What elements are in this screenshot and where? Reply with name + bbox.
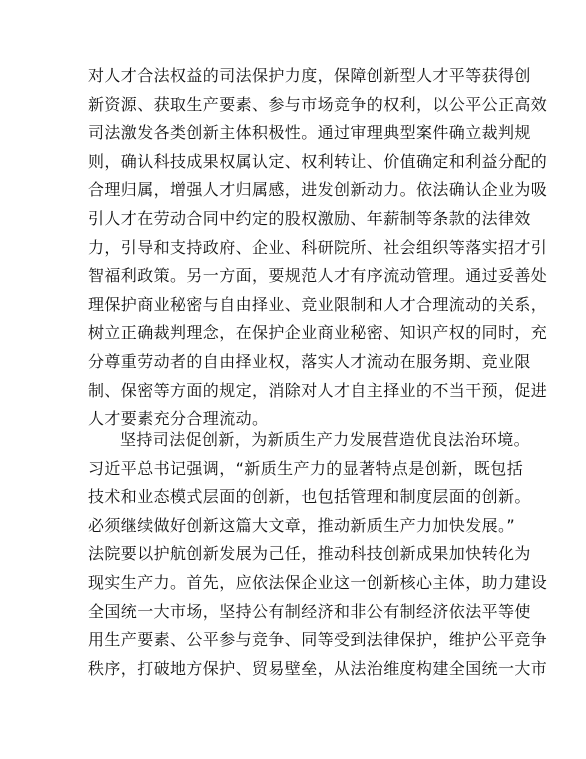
text-line: 力，引导和支持政府、企业、科研院所、社会组织等落实招才引 xyxy=(88,237,548,257)
text-line: 秩序，打破地方保护、贸易壁垒，从法治维度构建全国统一大市 xyxy=(88,658,548,678)
text-line: 引人才在劳动合同中约定的股权激励、年薪制等条款的法律效 xyxy=(88,208,531,228)
text-line: 习近平总书记强调，“新质生产力的显著特点是创新，既包括 xyxy=(88,458,524,478)
text-line: 用生产要素、公平参与竞争、同等受到法律保护，维护公平竞争 xyxy=(88,630,548,650)
text-line: 合理归属，增强人才归属感，进发创新动力。依法确认企业为吸 xyxy=(88,180,548,200)
text-line: 现实生产力。首先，应依法保企业这一创新核心主体，助力建设 xyxy=(88,572,548,592)
text-line: 对人才合法权益的司法保护力度，保障创新型人才平等获得创 xyxy=(88,66,531,85)
text-line: 分尊重劳动者的自由择业权，落实人才流动在服务期、竞业限 xyxy=(88,351,531,371)
text-line: 法院要以护航创新发展为己任，推动科技创新成果加快转化为 xyxy=(88,544,531,564)
paragraph-2 xyxy=(88,426,548,683)
text-line: 则，确认科技成果权属认定、权利转让、价值确定和利益分配的 xyxy=(88,151,548,171)
text-line: 新资源、获取生产要素、参与市场竞争的权利，以公平公正高效 xyxy=(88,94,548,114)
text-line: 人才要素充分合理流动。 xyxy=(88,409,269,429)
text-line: 树立正确裁判理念，在保护企业商业秘密、知识产权的同时，充 xyxy=(88,323,548,343)
text-line: 技术和业态模式层面的创新，也包括管理和制度层面的创新。 xyxy=(88,487,531,507)
text-line: 制、保密等方面的规定，消除对人才自主择业的不当干预，促进 xyxy=(88,380,548,400)
text-line: 智福利政策。另一方面，要规范人才有序流动管理。通过妥善处 xyxy=(88,266,548,286)
text-line: 司法激发各类创新主体积极性。通过审理典型案件确立裁判规 xyxy=(88,123,531,143)
text-line: 全国统一大市场，坚持公有制经济和非公有制经济依法平等使 xyxy=(88,601,531,621)
paragraph-1 xyxy=(88,62,548,434)
text-line: 理保护商业秘密与自由择业、竞业限制和人才合理流动的关系， xyxy=(88,294,548,314)
text-line: 必须继续做好创新这篇大文章，推动新质生产力加快发展。” xyxy=(88,515,516,535)
text-line-indented: 坚持司法促创新，为新质生产力发展营造优良法治环境。 xyxy=(120,430,531,449)
